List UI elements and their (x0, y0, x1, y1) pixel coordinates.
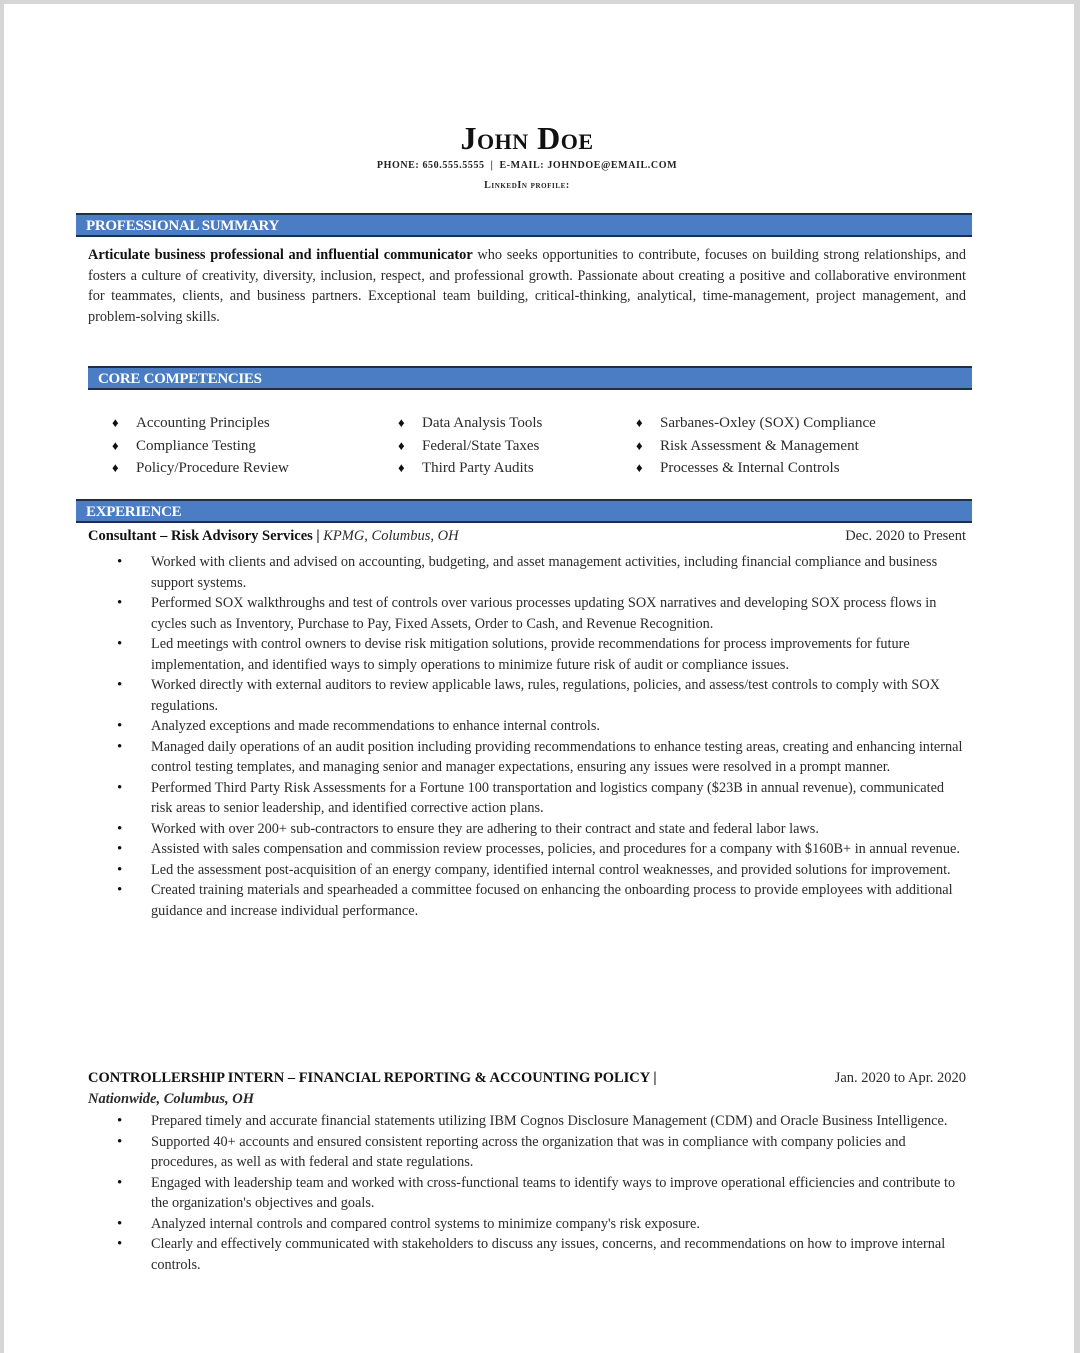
job-bullet: • Assisted with sales compensation and commission review processes, policies, and procedures for a company with $160B+ in annual revenue. (114, 839, 966, 860)
candidate-name: John Doe (460, 120, 594, 156)
section-bar-competencies (88, 366, 972, 390)
competency-item: ♦ Risk Assessment & Management (636, 435, 876, 458)
job-bullet: • Created training materials and spearheaded a committee focused on enhancing the onboarding process to provide employees with additional guidance and increase individual performance. (114, 880, 966, 921)
section-title-experience: EXPERIENCE (86, 504, 182, 520)
competency-item: ♦ Federal/State Taxes (398, 435, 542, 458)
job-bullet: • Prepared timely and accurate financial statements utilizing IBM Cognos Disclosure Management (CDM) and Oracle Business Intelligence. (114, 1111, 966, 1132)
summary-text: who seeks opportunities to contribute, focuses on building strong relationships, and fosters a culture of creativity, diversity, inclusion, respect, and professional growth. Passionate about creating a positive and collaborative environment for teammates, clients, and business partners. Exceptional team building, critical-thinking, analytical, time-management, project management, and problem-solving skills. (88, 247, 966, 325)
linkedin-text: LinkedIn profile: (484, 180, 570, 191)
job-bullet: • Supported 40+ accounts and ensured consistent reporting across the organization that was in compliance with company policies and procedures, as well as with federal and state regulations. (114, 1132, 966, 1173)
phone-text: PHONE: 650.555.5555 (376, 160, 485, 171)
competency-item: ♦ Compliance Testing (112, 435, 289, 458)
competency-item: ♦ Accounting Principles (112, 412, 289, 435)
competency-item: ♦ Sarbanes-Oxley (SOX) Compliance (636, 412, 876, 435)
competency-column-3 (636, 412, 876, 480)
job-bullet: • Analyzed exceptions and made recommendations to enhance internal controls. (114, 716, 966, 737)
job-title: CONTROLLERSHIP INTERN – FINANCIAL REPORTING & ACCOUNTING POLICY | (88, 1070, 657, 1086)
competency-column-1 (112, 412, 289, 480)
job-header-1 (88, 526, 966, 547)
section-bar-experience (76, 499, 972, 523)
job-bullet: • Performed SOX walkthroughs and test of controls over various processes updating SOX narratives and developing SOX process flows in cycles such as Inventory, Purchase to Pay, Fixed Assets, Order to Cash, and Revenue Recognition. (114, 593, 966, 634)
email-text: E-MAIL: JOHNDOE@EMAIL.COM (499, 160, 678, 171)
job-title: Consultant – Risk Advisory Services | (88, 528, 320, 544)
job-bullets-1 (114, 552, 966, 921)
job-org: KPMG, Columbus, OH (323, 528, 459, 544)
competency-item: ♦ Data Analysis Tools (398, 412, 542, 435)
summary-lead: Articulate business professional and influential communicator (88, 247, 473, 263)
section-title-summary: PROFESSIONAL SUMMARY (86, 218, 280, 234)
job-bullet: • Led the assessment post-acquisition of an energy company, identified internal control weaknesses, and provided solutions for improvement. (114, 860, 966, 881)
competency-column-2 (398, 412, 542, 480)
competency-item: ♦ Third Party Audits (398, 457, 542, 480)
summary-paragraph (88, 245, 966, 327)
job-bullet: • Engaged with leadership team and worked with cross-functional teams to identify ways to improve operational efficiencies and contribute to the organization's objectives and goals. (114, 1173, 966, 1214)
job-org: Nationwide, Columbus, OH (88, 1090, 254, 1107)
job-bullet: • Analyzed internal controls and compared control systems to minimize company's risk exposure. (114, 1214, 966, 1235)
job-dates: Jan. 2020 to Apr. 2020 (834, 1070, 966, 1086)
job-dates: Dec. 2020 to Present (845, 528, 966, 544)
job-header-2 (88, 1068, 966, 1109)
section-title-competencies: CORE COMPETENCIES (98, 371, 262, 387)
job-bullet: • Worked with over 200+ sub-contractors to ensure they are adhering to their contract and state and federal labor laws. (114, 819, 966, 840)
competency-item: ♦ Policy/Procedure Review (112, 457, 289, 480)
job-bullet: • Managed daily operations of an audit position including providing recommendations to enhance testing areas, creating and enhancing internal control testing templates, and managing senior and manager expectations, ensuring any issues were resolved in a prompt manner. (114, 737, 966, 778)
job-bullet: • Worked with clients and advised on accounting, budgeting, and asset management activities, including financial compliance and business support systems. (114, 552, 966, 593)
section-bar-summary (76, 213, 972, 237)
job-bullet: • Performed Third Party Risk Assessments for a Fortune 100 transportation and logistics company ($23B in annual revenue), communicated risk areas to senior leadership, and identified corrective action plans. (114, 778, 966, 819)
job-bullet: • Clearly and effectively communicated with stakeholders to discuss any issues, concerns, and recommendations on how to improve internal controls. (114, 1234, 966, 1275)
job-bullet: • Worked directly with external auditors to review applicable laws, rules, regulations, policies, and assess/test controls to comply with SOX regulations. (114, 675, 966, 716)
contact-line (4, 160, 1050, 171)
job-bullet: • Led meetings with control owners to devise risk mitigation solutions, provide recommendations for process improvements for future implementation, and identified ways to simply operations to minimize future risk of audit or compliance issues. (114, 634, 966, 675)
job-bullets-2 (114, 1111, 966, 1275)
resume-page (4, 4, 1074, 1353)
contact-separator: | (490, 160, 494, 171)
competency-item: ♦ Processes & Internal Controls (636, 457, 876, 480)
